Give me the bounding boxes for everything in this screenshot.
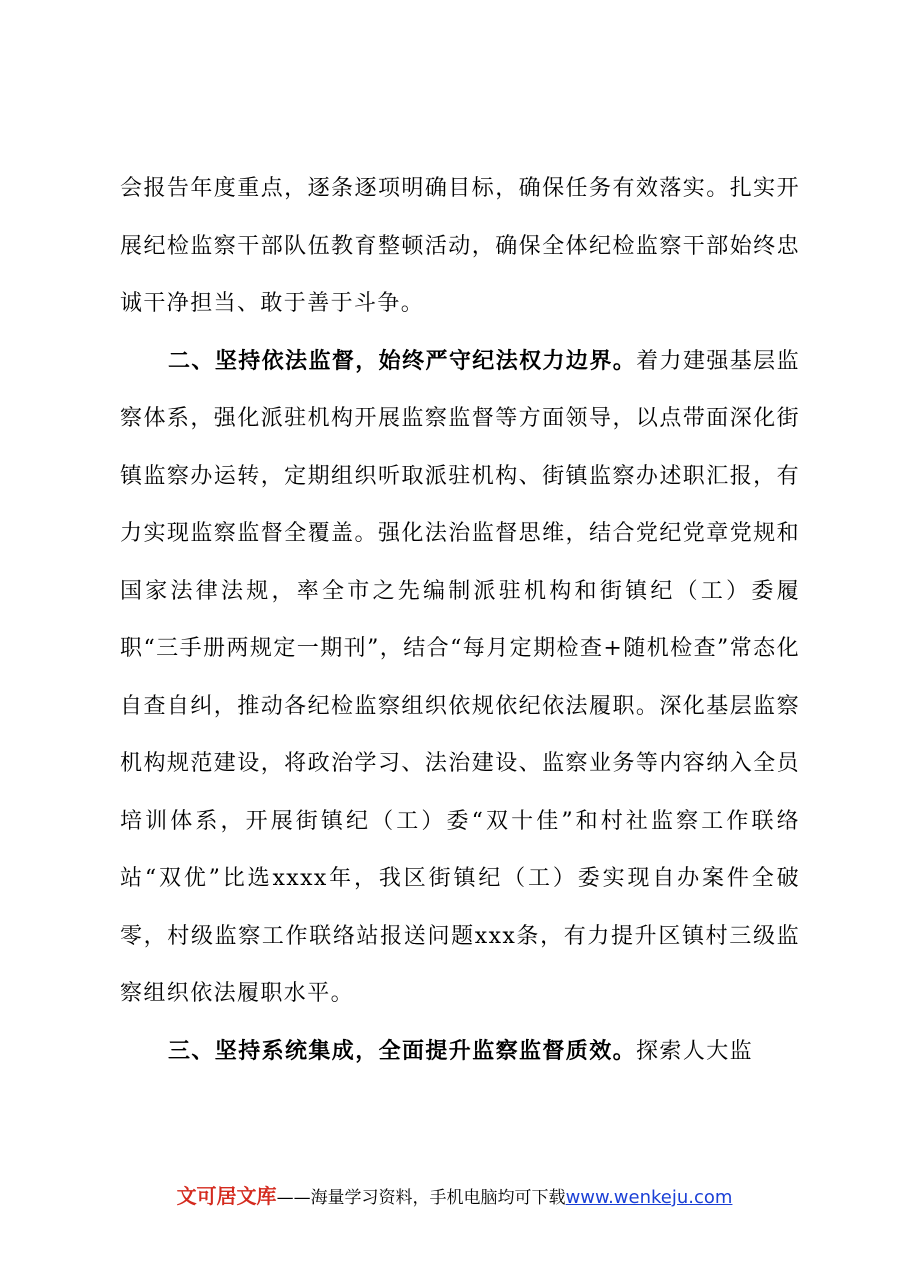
paragraph-continuation bbox=[120, 160, 800, 333]
paragraph-text: 着力建强基层监察体系，强化派驻机构开展监察监督等方面领导，以点带面深化街镇监察办运转，定期组织听取派驻机构、街镇监察办述职汇报，有力实现监察监督全覆盖。强化法治监督思维，结合党纪党章党规和国家法律法规，率全市之先编制派驻机构和街镇纪（工）委履职“三手册两规定一期刊”，结合“每月定期检查+随机检查”常态化自查自纠，推动各纪检监察组织依规依纪依法履职。深化基层监察机构规范建设，将政治学习、法治建设、监察业务等内容纳入全员培训体系，开展街镇纪（工）委“双十佳”和村社监察工作联络站“双优”比选xxxx年，我区街镇纪（工）委实现自办案件全破零，村级监察工作联络站报送问题xxx条，有力提升区镇村三级监察组织依法履职水平。 bbox=[120, 348, 800, 1006]
section-heading: 二、坚持依法监督，始终严守纪法权力边界。 bbox=[168, 347, 637, 374]
paragraph-text: 会报告年度重点，逐条逐项明确目标，确保任务有效落实。扎实开展纪检监察干部队伍教育整顿活动，确保全体纪检监察干部始终忠诚干净担当、敢于善于斗争。 bbox=[120, 176, 800, 316]
paragraph-section-3 bbox=[120, 1023, 800, 1081]
website-link[interactable]: www.wenkeju.com bbox=[565, 1187, 733, 1208]
footer-banner bbox=[0, 1180, 909, 1209]
footer-tagline: ——海量学习资料，手机电脑均可下载 bbox=[276, 1188, 566, 1208]
paragraph-section-2 bbox=[120, 333, 800, 1023]
paragraph-text: 探索人大监 bbox=[636, 1038, 754, 1064]
brand-name: 文可居文库 bbox=[176, 1184, 277, 1208]
section-heading: 三、坚持系统集成，全面提升监察监督质效。 bbox=[168, 1037, 637, 1064]
document-body bbox=[120, 160, 800, 1080]
